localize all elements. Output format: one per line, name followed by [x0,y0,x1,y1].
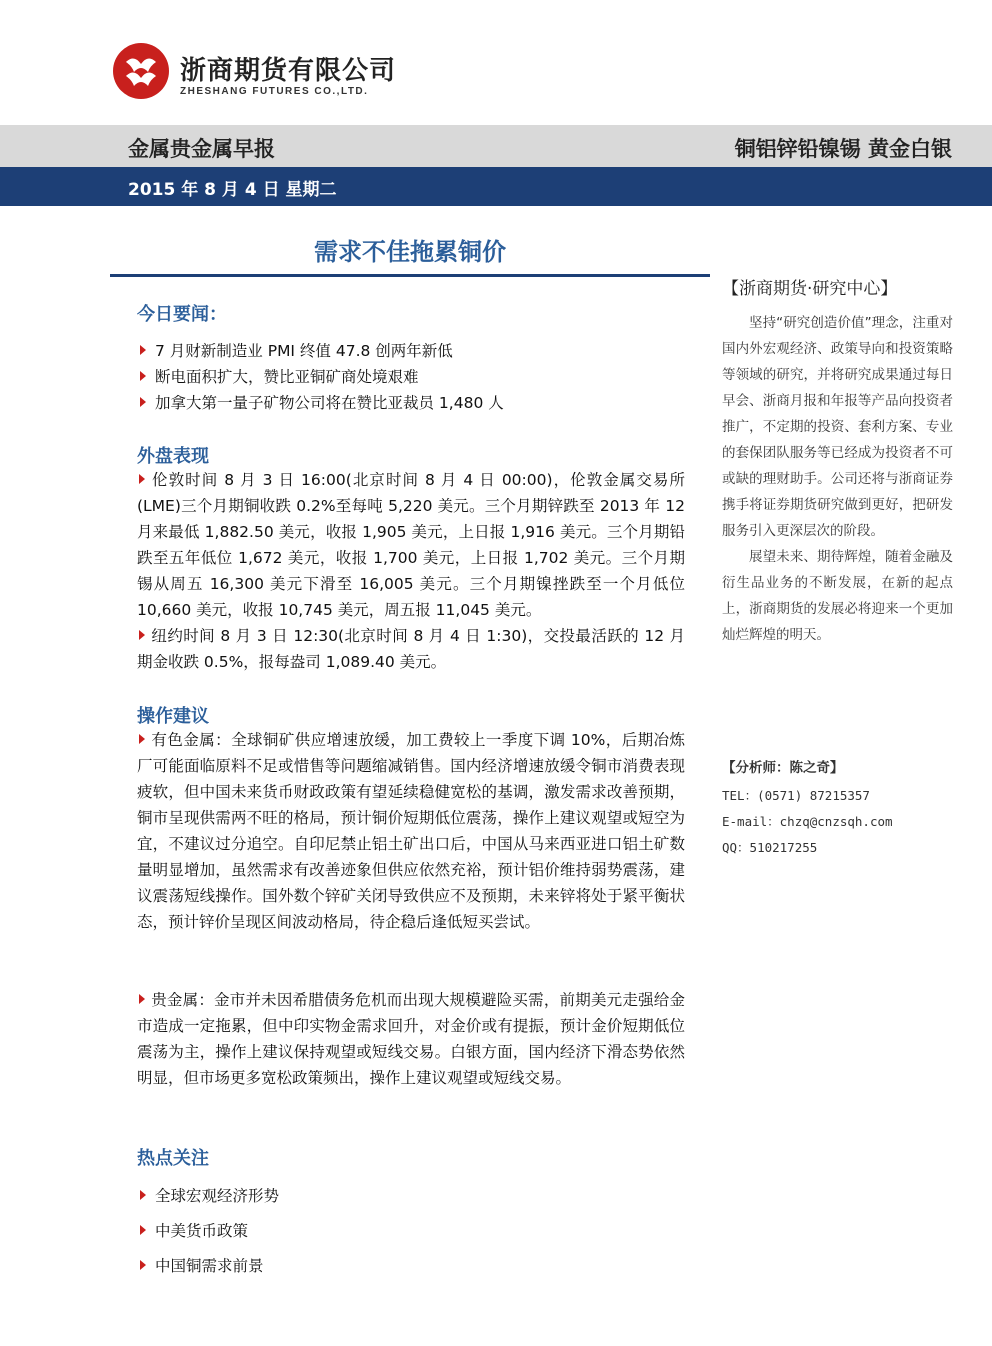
overseas-paragraph-lme: 伦敦时间 8 月 3 日 16:00(北京时间 8 月 4 日 00:00)，伦敦金属交易所(LME)三个月期铜收跌 0.2%至每吨 5,220 美元。三个月期锌跌至 2013 年 12 月来最低 1,882.50 美元，收报 1,905 美元，上日报 1,916 美元。三个月期铅跌至五年低位 1,672 美元，收报 1,700 美元，上日报 1,702 美元。三个月期锡从周五 16,300 美元下滑至 16,005 美元。三个月期镍挫跌至一个月低位 10,660 美元，收报 10,745 美元，周五报 11,045 美元。 [137,471,685,619]
news-item: 加拿大第一量子矿物公司将在赞比亚裁员 1,480 人 [140,391,504,413]
bullet-arrow-icon [140,1190,146,1200]
section-title-news: 今日要闻： [137,304,227,325]
bullet-arrow-icon [139,630,145,640]
advice-base-metals: 有色金属：全球铜矿供应增速放缓，加工费较上一季度下调 10%，后期冶炼厂可能面临原料不足或惜售等问题缩减销售。国内经济增速放缓令铜市消费表现疲软，但中国未来货币财政政策有望延续稳健宽松的基调，激发需求改善预期，铜市呈现供需两不旺的格局，预计铜价短期低位震荡，操作上建议观望或短空为宜，不建议过分追空。自印尼禁止铝土矿出口后，中国从马来西亚进口铝土矿数量明显增加，虽然需求有改善迹象但供应依然充裕，预计铝价维持弱势震荡，建议震荡短线操作。国外数个锌矿关闭导致供应不及预期，未来锌将处于紧平衡状态，预计锌价呈现区间波动格局，待企稳后逢低短买尝试。 [137,731,685,931]
company-name-cn: 浙商期货有限公司 [180,56,397,86]
company-name-en: ZHESHANG FUTURES CO.,LTD. [180,86,369,97]
headline: 需求不佳拖累铜价 [314,238,506,266]
news-item: 断电面积扩大，赞比亚铜矿商处境艰难 [140,365,419,387]
report-name: 金属贵金属早报 [128,137,275,161]
hot-item: 全球宏观经济形势 [140,1184,279,1206]
headline-divider [110,274,710,277]
hot-item: 中国铜需求前景 [140,1254,264,1276]
advice-precious-metals: 贵金属：金市并未因希腊债务危机而出现大规模避险买需，前期美元走强给金市造成一定拖累，但中印实物金需求回升，对金价或有提振，预计金价短期低位震荡为主，操作上建议保持观望或短线交易。白银方面，国内经济下滑态势依然明显，但市场更多宽松政策频出，操作上建议观望或短线交易。 [137,991,685,1087]
intro-paragraph: 坚持“研究创造价值”理念，注重对国内外宏观经济、政策导向和投资策略等领域的研究，并将研究成果通过每日早会、浙商月报和年报等产品向投资者推广，不定期的投资、套利方案、专业的套保团队服务等已经成为投资者不可或缺的理财助手。公司还将与浙商证券携手将证券期货研究做到更好，把研发服务引入更深层次的阶段。 [722,315,953,539]
research-center-intro [722,310,953,648]
date-band [0,167,992,206]
report-title-band [0,125,992,167]
news-item: 7 月财新制造业 PMI 终值 47.8 创两年新低 [140,339,453,361]
bullet-arrow-icon [139,474,145,484]
research-center-heading: 【浙商期货·研究中心】 [722,279,898,299]
bullet-arrow-icon [139,994,145,1004]
bullet-arrow-icon [139,734,145,744]
report-date: 2015 年 8 月 4 日 星期二 [128,180,337,200]
section-title-advice: 操作建议 [137,706,209,727]
overseas-body [137,467,685,675]
analyst-name: 【分析师：陈之奇】 [722,760,844,776]
bullet-arrow-icon [140,345,146,355]
bullet-arrow-icon [140,1225,146,1235]
analyst-tel: TEL：(0571) 87215357 [722,788,870,803]
section-title-hot: 热点关注 [137,1148,209,1169]
report-metals: 铜铝锌铅镍锡 黄金白银 [734,137,952,161]
analyst-email: E-mail：chzq@cnzsqh.com [722,814,893,829]
overseas-paragraph-comex: 纽约时间 8 月 3 日 12:30(北京时间 8 月 4 日 1:30)，交投最活跃的 12 月期金收跌 0.5%，报每盎司 1,089.40 美元。 [137,627,685,671]
bullet-arrow-icon [140,397,146,407]
outlook-paragraph: 展望未来、期待辉煌，随着金融及衍生品业务的不断发展，在新的起点上，浙商期货的发展必将迎来一个更加灿烂辉煌的明天。 [722,549,953,643]
company-logo-icon [112,42,170,100]
hot-item: 中美货币政策 [140,1219,248,1241]
bullet-arrow-icon [140,371,146,381]
analyst-qq: QQ：510217255 [722,840,818,855]
bullet-arrow-icon [140,1260,146,1270]
section-title-overseas: 外盘表现 [137,446,209,467]
